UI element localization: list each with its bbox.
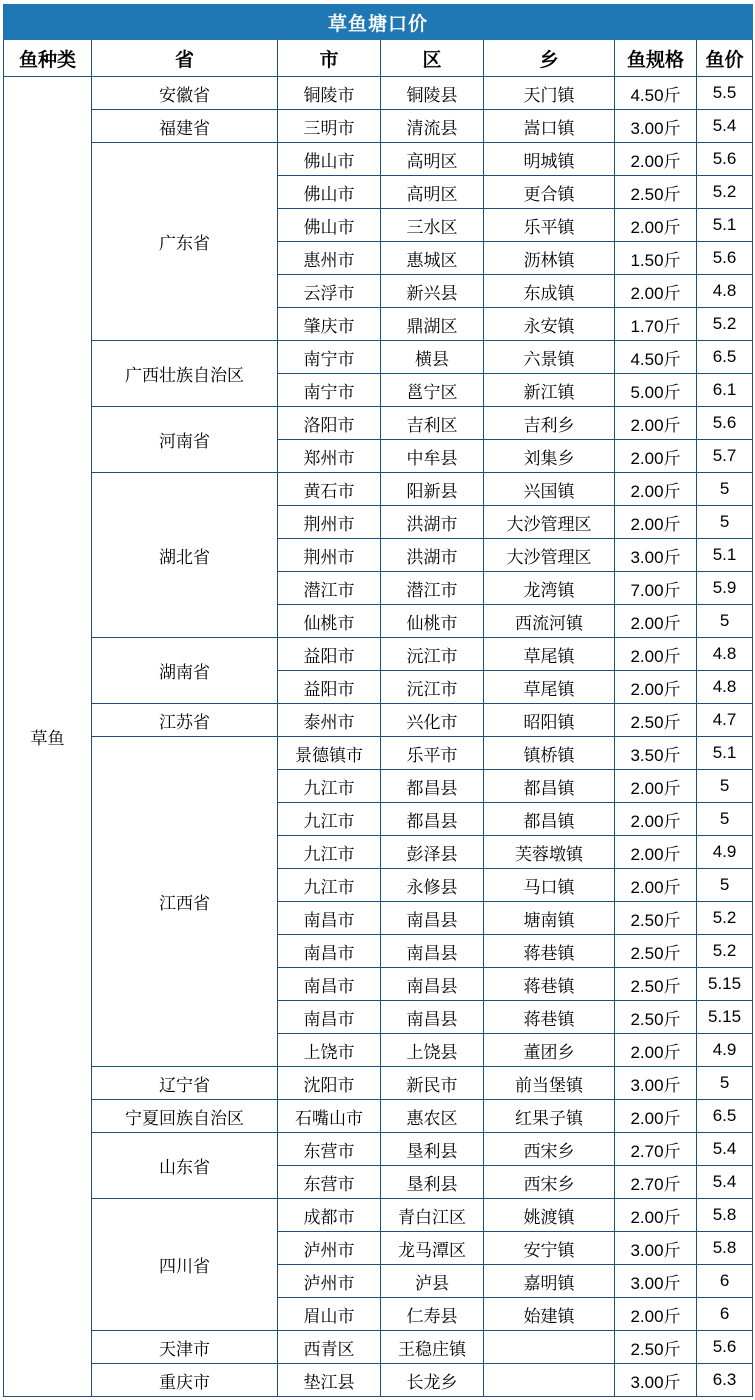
spec-cell: 2.00斤 bbox=[615, 440, 697, 473]
city-cell: 佛山市 bbox=[278, 143, 381, 176]
town-cell: 六景镇 bbox=[484, 341, 615, 374]
district-cell: 中牟县 bbox=[381, 440, 484, 473]
city-cell: 南宁市 bbox=[278, 374, 381, 407]
city-cell: 郑州市 bbox=[278, 440, 381, 473]
spec-cell: 2.00斤 bbox=[615, 1199, 697, 1232]
district-cell: 王稳庄镇 bbox=[381, 1331, 484, 1364]
town-cell: 新江镇 bbox=[484, 374, 615, 407]
town-cell: 嘉明镇 bbox=[484, 1265, 615, 1298]
town-cell: 红果子镇 bbox=[484, 1100, 615, 1133]
table-row bbox=[4, 737, 753, 770]
district-cell: 铜陵县 bbox=[381, 77, 484, 110]
town-cell: 草尾镇 bbox=[484, 638, 615, 671]
town-cell: 刘集乡 bbox=[484, 440, 615, 473]
city-cell: 泸州市 bbox=[278, 1265, 381, 1298]
table-row bbox=[4, 143, 753, 176]
price-cell: 5.15 bbox=[697, 1001, 753, 1034]
spec-cell: 1.50斤 bbox=[615, 242, 697, 275]
price-cell: 5.2 bbox=[697, 902, 753, 935]
district-cell: 新民市 bbox=[381, 1067, 484, 1100]
district-cell: 垦利县 bbox=[381, 1133, 484, 1166]
city-cell: 肇庆市 bbox=[278, 308, 381, 341]
price-cell: 5.6 bbox=[697, 143, 753, 176]
price-cell: 4.9 bbox=[697, 1034, 753, 1067]
price-cell: 5.1 bbox=[697, 737, 753, 770]
spec-cell: 2.00斤 bbox=[615, 407, 697, 440]
column-header-district: 区 bbox=[381, 40, 484, 77]
city-cell: 九江市 bbox=[278, 803, 381, 836]
district-cell: 仙桃市 bbox=[381, 605, 484, 638]
spec-cell: 2.50斤 bbox=[615, 704, 697, 737]
city-cell: 益阳市 bbox=[278, 671, 381, 704]
district-cell: 高明区 bbox=[381, 176, 484, 209]
town-cell: 西宋乡 bbox=[484, 1133, 615, 1166]
town-cell: 蒋巷镇 bbox=[484, 968, 615, 1001]
price-cell: 5.4 bbox=[697, 1166, 753, 1199]
town-cell: 东成镇 bbox=[484, 275, 615, 308]
city-cell: 荆州市 bbox=[278, 506, 381, 539]
town-cell: 始建镇 bbox=[484, 1298, 615, 1331]
city-cell: 九江市 bbox=[278, 869, 381, 902]
price-cell: 5 bbox=[697, 1067, 753, 1100]
spec-cell: 2.00斤 bbox=[615, 1100, 697, 1133]
town-cell: 都昌镇 bbox=[484, 770, 615, 803]
column-header-province: 省 bbox=[92, 40, 278, 77]
city-cell: 九江市 bbox=[278, 836, 381, 869]
town-cell: 董团乡 bbox=[484, 1034, 615, 1067]
spec-cell: 2.00斤 bbox=[615, 275, 697, 308]
town-cell: 西流河镇 bbox=[484, 605, 615, 638]
column-header-species: 鱼种类 bbox=[4, 40, 92, 77]
city-cell: 南昌市 bbox=[278, 968, 381, 1001]
city-cell: 东营市 bbox=[278, 1166, 381, 1199]
province-cell: 江西省 bbox=[92, 737, 278, 1067]
price-cell: 5.6 bbox=[697, 242, 753, 275]
price-cell: 6.5 bbox=[697, 341, 753, 374]
spec-cell: 2.50斤 bbox=[615, 1331, 697, 1364]
table-row bbox=[4, 1133, 753, 1166]
spec-cell: 3.00斤 bbox=[615, 1232, 697, 1265]
price-cell: 5.6 bbox=[697, 407, 753, 440]
spec-cell: 2.00斤 bbox=[615, 869, 697, 902]
table-row bbox=[4, 407, 753, 440]
province-cell: 福建省 bbox=[92, 110, 278, 143]
province-cell: 重庆市 bbox=[92, 1364, 278, 1397]
city-cell: 惠州市 bbox=[278, 242, 381, 275]
spec-cell: 7.00斤 bbox=[615, 572, 697, 605]
district-cell: 沅江市 bbox=[381, 671, 484, 704]
spec-cell: 4.50斤 bbox=[615, 77, 697, 110]
town-cell: 马口镇 bbox=[484, 869, 615, 902]
district-cell: 洪湖市 bbox=[381, 506, 484, 539]
province-cell: 辽宁省 bbox=[92, 1067, 278, 1100]
price-cell: 6 bbox=[697, 1265, 753, 1298]
price-cell: 5 bbox=[697, 770, 753, 803]
district-cell: 横县 bbox=[381, 341, 484, 374]
province-cell: 湖南省 bbox=[92, 638, 278, 704]
table-row bbox=[4, 1331, 753, 1364]
spec-cell: 3.00斤 bbox=[615, 539, 697, 572]
district-cell: 阳新县 bbox=[381, 473, 484, 506]
spec-cell: 2.00斤 bbox=[615, 473, 697, 506]
town-cell: 镇桥镇 bbox=[484, 737, 615, 770]
price-cell: 5 bbox=[697, 803, 753, 836]
price-cell: 5.2 bbox=[697, 176, 753, 209]
district-cell: 永修县 bbox=[381, 869, 484, 902]
column-header-town: 乡 bbox=[484, 40, 615, 77]
district-cell: 泸县 bbox=[381, 1265, 484, 1298]
spec-cell: 3.00斤 bbox=[615, 1265, 697, 1298]
spec-cell: 2.00斤 bbox=[615, 506, 697, 539]
province-cell: 安徽省 bbox=[92, 77, 278, 110]
town-cell: 大沙管理区 bbox=[484, 539, 615, 572]
price-cell: 6.3 bbox=[697, 1364, 753, 1397]
spec-cell: 2.50斤 bbox=[615, 176, 697, 209]
price-cell: 5 bbox=[697, 869, 753, 902]
species-cell: 草鱼 bbox=[4, 77, 92, 1397]
district-cell: 吉利区 bbox=[381, 407, 484, 440]
spec-cell: 2.00斤 bbox=[615, 803, 697, 836]
spec-cell: 2.00斤 bbox=[615, 1034, 697, 1067]
province-cell: 江苏省 bbox=[92, 704, 278, 737]
city-cell: 上饶市 bbox=[278, 1034, 381, 1067]
district-cell: 邕宁区 bbox=[381, 374, 484, 407]
price-cell: 4.8 bbox=[697, 275, 753, 308]
province-cell: 山东省 bbox=[92, 1133, 278, 1199]
price-cell: 6.1 bbox=[697, 374, 753, 407]
table-header-row bbox=[4, 40, 753, 77]
city-cell: 潜江市 bbox=[278, 572, 381, 605]
town-cell: 昭阳镇 bbox=[484, 704, 615, 737]
price-cell: 6 bbox=[697, 1298, 753, 1331]
city-cell: 景德镇市 bbox=[278, 737, 381, 770]
town-cell: 永安镇 bbox=[484, 308, 615, 341]
spec-cell: 2.50斤 bbox=[615, 935, 697, 968]
city-cell: 西青区 bbox=[278, 1331, 381, 1364]
spec-cell: 2.50斤 bbox=[615, 968, 697, 1001]
district-cell: 沅江市 bbox=[381, 638, 484, 671]
district-cell: 三水区 bbox=[381, 209, 484, 242]
town-cell: 蒋巷镇 bbox=[484, 1001, 615, 1034]
province-cell: 宁夏回族自治区 bbox=[92, 1100, 278, 1133]
district-cell: 彭泽县 bbox=[381, 836, 484, 869]
table-row bbox=[4, 1199, 753, 1232]
spec-cell: 2.00斤 bbox=[615, 1298, 697, 1331]
province-cell: 湖北省 bbox=[92, 473, 278, 638]
spec-cell: 4.50斤 bbox=[615, 341, 697, 374]
district-cell: 南昌县 bbox=[381, 902, 484, 935]
town-cell: 兴国镇 bbox=[484, 473, 615, 506]
spec-cell: 3.00斤 bbox=[615, 1364, 697, 1397]
city-cell: 洛阳市 bbox=[278, 407, 381, 440]
district-cell: 鼎湖区 bbox=[381, 308, 484, 341]
city-cell: 三明市 bbox=[278, 110, 381, 143]
table-row bbox=[4, 1067, 753, 1100]
town-cell: 明城镇 bbox=[484, 143, 615, 176]
city-cell: 黄石市 bbox=[278, 473, 381, 506]
district-cell: 青白江区 bbox=[381, 1199, 484, 1232]
city-cell: 泰州市 bbox=[278, 704, 381, 737]
price-cell: 5.9 bbox=[697, 572, 753, 605]
province-cell: 天津市 bbox=[92, 1331, 278, 1364]
column-header-spec: 鱼规格 bbox=[615, 40, 697, 77]
table-row bbox=[4, 704, 753, 737]
province-cell: 广西壮族自治区 bbox=[92, 341, 278, 407]
district-cell: 仁寿县 bbox=[381, 1298, 484, 1331]
district-cell: 新兴县 bbox=[381, 275, 484, 308]
price-cell: 5.5 bbox=[697, 77, 753, 110]
district-cell: 垦利县 bbox=[381, 1166, 484, 1199]
price-cell: 5 bbox=[697, 605, 753, 638]
town-cell: 龙湾镇 bbox=[484, 572, 615, 605]
district-cell: 兴化市 bbox=[381, 704, 484, 737]
spec-cell: 2.00斤 bbox=[615, 638, 697, 671]
town-cell: 西宋乡 bbox=[484, 1166, 615, 1199]
table-row bbox=[4, 473, 753, 506]
spec-cell: 5.00斤 bbox=[615, 374, 697, 407]
district-cell: 乐平市 bbox=[381, 737, 484, 770]
district-cell: 南昌县 bbox=[381, 968, 484, 1001]
town-cell: 芙蓉墩镇 bbox=[484, 836, 615, 869]
spec-cell: 2.00斤 bbox=[615, 770, 697, 803]
spec-cell: 2.70斤 bbox=[615, 1133, 697, 1166]
town-cell: 蒋巷镇 bbox=[484, 935, 615, 968]
price-cell: 5.1 bbox=[697, 209, 753, 242]
price-cell: 5.2 bbox=[697, 935, 753, 968]
city-cell: 成都市 bbox=[278, 1199, 381, 1232]
price-cell: 5.4 bbox=[697, 1133, 753, 1166]
district-cell: 南昌县 bbox=[381, 935, 484, 968]
district-cell: 高明区 bbox=[381, 143, 484, 176]
town-cell bbox=[484, 1331, 615, 1364]
spec-cell: 3.00斤 bbox=[615, 1067, 697, 1100]
city-cell: 益阳市 bbox=[278, 638, 381, 671]
town-cell: 塘南镇 bbox=[484, 902, 615, 935]
district-cell: 清流县 bbox=[381, 110, 484, 143]
table-title-row bbox=[4, 5, 753, 40]
town-cell: 草尾镇 bbox=[484, 671, 615, 704]
price-cell: 5.2 bbox=[697, 308, 753, 341]
price-cell: 5 bbox=[697, 506, 753, 539]
town-cell: 更合镇 bbox=[484, 176, 615, 209]
city-cell: 沈阳市 bbox=[278, 1067, 381, 1100]
city-cell: 垫江县 bbox=[278, 1364, 381, 1397]
spec-cell: 2.70斤 bbox=[615, 1166, 697, 1199]
spec-cell: 1.70斤 bbox=[615, 308, 697, 341]
price-cell: 4.9 bbox=[697, 836, 753, 869]
column-header-city: 市 bbox=[278, 40, 381, 77]
district-cell: 龙马潭区 bbox=[381, 1232, 484, 1265]
table-row bbox=[4, 110, 753, 143]
city-cell: 眉山市 bbox=[278, 1298, 381, 1331]
price-cell: 5.8 bbox=[697, 1199, 753, 1232]
table-row bbox=[4, 638, 753, 671]
fish-price-table bbox=[3, 4, 753, 1397]
city-cell: 东营市 bbox=[278, 1133, 381, 1166]
price-cell: 5.15 bbox=[697, 968, 753, 1001]
spec-cell: 2.00斤 bbox=[615, 143, 697, 176]
spec-cell: 2.00斤 bbox=[615, 605, 697, 638]
city-cell: 佛山市 bbox=[278, 176, 381, 209]
spec-cell: 2.00斤 bbox=[615, 671, 697, 704]
city-cell: 南宁市 bbox=[278, 341, 381, 374]
price-cell: 4.7 bbox=[697, 704, 753, 737]
district-cell: 都昌县 bbox=[381, 770, 484, 803]
district-cell: 潜江市 bbox=[381, 572, 484, 605]
province-cell: 广东省 bbox=[92, 143, 278, 341]
price-cell: 5.1 bbox=[697, 539, 753, 572]
town-cell: 前当堡镇 bbox=[484, 1067, 615, 1100]
spec-cell: 2.50斤 bbox=[615, 1001, 697, 1034]
district-cell: 惠农区 bbox=[381, 1100, 484, 1133]
city-cell: 铜陵市 bbox=[278, 77, 381, 110]
district-cell: 惠城区 bbox=[381, 242, 484, 275]
table-row bbox=[4, 1100, 753, 1133]
city-cell: 石嘴山市 bbox=[278, 1100, 381, 1133]
city-cell: 佛山市 bbox=[278, 209, 381, 242]
spec-cell: 2.50斤 bbox=[615, 902, 697, 935]
province-cell: 四川省 bbox=[92, 1199, 278, 1331]
city-cell: 南昌市 bbox=[278, 935, 381, 968]
district-cell: 长龙乡 bbox=[381, 1364, 484, 1397]
town-cell: 姚渡镇 bbox=[484, 1199, 615, 1232]
table-row bbox=[4, 341, 753, 374]
town-cell: 大沙管理区 bbox=[484, 506, 615, 539]
city-cell: 南昌市 bbox=[278, 902, 381, 935]
province-cell: 河南省 bbox=[92, 407, 278, 473]
city-cell: 荆州市 bbox=[278, 539, 381, 572]
table-row bbox=[4, 77, 753, 110]
district-cell: 洪湖市 bbox=[381, 539, 484, 572]
city-cell: 云浮市 bbox=[278, 275, 381, 308]
price-cell: 5.8 bbox=[697, 1232, 753, 1265]
spec-cell: 2.00斤 bbox=[615, 836, 697, 869]
spec-cell: 2.00斤 bbox=[615, 209, 697, 242]
table-row bbox=[4, 1364, 753, 1397]
town-cell bbox=[484, 1364, 615, 1397]
price-cell: 5 bbox=[697, 473, 753, 506]
spec-cell: 3.50斤 bbox=[615, 737, 697, 770]
town-cell: 乐平镇 bbox=[484, 209, 615, 242]
table-title: 草鱼塘口价 bbox=[4, 5, 753, 40]
town-cell: 沥林镇 bbox=[484, 242, 615, 275]
price-cell: 5.7 bbox=[697, 440, 753, 473]
price-cell: 5.6 bbox=[697, 1331, 753, 1364]
city-cell: 仙桃市 bbox=[278, 605, 381, 638]
district-cell: 都昌县 bbox=[381, 803, 484, 836]
city-cell: 南昌市 bbox=[278, 1001, 381, 1034]
spec-cell: 3.00斤 bbox=[615, 110, 697, 143]
district-cell: 上饶县 bbox=[381, 1034, 484, 1067]
price-cell: 6.5 bbox=[697, 1100, 753, 1133]
town-cell: 都昌镇 bbox=[484, 803, 615, 836]
town-cell: 天门镇 bbox=[484, 77, 615, 110]
town-cell: 吉利乡 bbox=[484, 407, 615, 440]
column-header-price: 鱼价 bbox=[697, 40, 753, 77]
price-cell: 4.8 bbox=[697, 638, 753, 671]
price-cell: 5.4 bbox=[697, 110, 753, 143]
district-cell: 南昌县 bbox=[381, 1001, 484, 1034]
price-cell: 4.8 bbox=[697, 671, 753, 704]
city-cell: 泸州市 bbox=[278, 1232, 381, 1265]
town-cell: 嵩口镇 bbox=[484, 110, 615, 143]
city-cell: 九江市 bbox=[278, 770, 381, 803]
town-cell: 安宁镇 bbox=[484, 1232, 615, 1265]
